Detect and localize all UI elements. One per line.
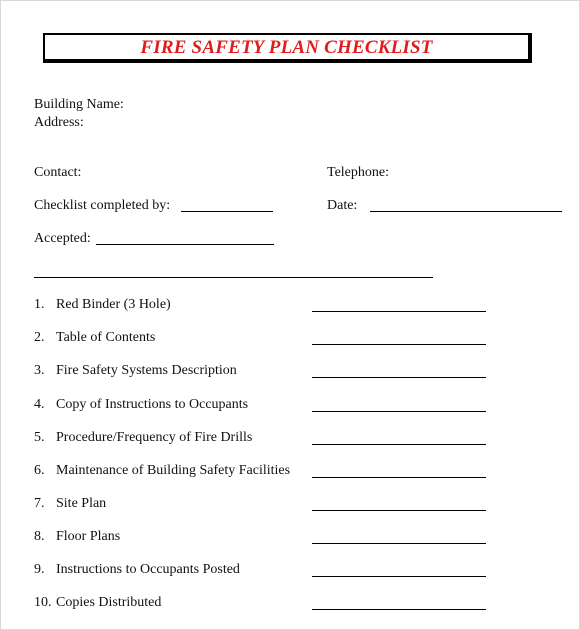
accepted-label: Accepted: [34, 231, 91, 246]
accepted-field[interactable] [96, 244, 274, 245]
building-name-label: Building Name: [34, 97, 124, 112]
document-title: FIRE SAFETY PLAN CHECKLIST [140, 37, 433, 58]
item-number: 1. [34, 297, 45, 312]
item-text: Fire Safety Systems Description [56, 363, 237, 378]
item-text: Copies Distributed [56, 595, 162, 610]
item-check-field[interactable] [312, 311, 486, 312]
item-check-field[interactable] [312, 609, 486, 610]
date-label: Date: [327, 198, 358, 213]
completed-by-field[interactable] [181, 211, 273, 212]
item-text: Procedure/Frequency of Fire Drills [56, 430, 253, 445]
item-check-field[interactable] [312, 576, 486, 577]
item-text: Site Plan [56, 496, 107, 511]
telephone-label: Telephone: [327, 165, 389, 180]
item-text: Floor Plans [56, 529, 121, 544]
item-check-field[interactable] [312, 377, 486, 378]
item-text: Maintenance of Building Safety Facilities [56, 463, 291, 478]
item-text: Copy of Instructions to Occupants [56, 397, 249, 412]
item-text: Red Binder (3 Hole) [56, 297, 171, 312]
item-check-field[interactable] [312, 411, 486, 412]
item-number: 4. [34, 397, 45, 412]
title-box [43, 33, 532, 63]
item-text: Table of Contents [56, 330, 156, 345]
item-check-field[interactable] [312, 444, 486, 445]
item-text: Instructions to Occupants Posted [56, 562, 240, 577]
item-number: 3. [34, 363, 45, 378]
item-check-field[interactable] [312, 510, 486, 511]
address-label: Address: [34, 115, 84, 130]
item-check-field[interactable] [312, 543, 486, 544]
item-number: 8. [34, 529, 45, 544]
section-divider [34, 277, 433, 278]
completed-by-label: Checklist completed by: [34, 198, 171, 213]
date-field[interactable] [370, 211, 562, 212]
item-number: 9. [34, 562, 45, 577]
item-number: 10. [34, 595, 52, 610]
item-number: 2. [34, 330, 45, 345]
item-number: 5. [34, 430, 45, 445]
item-check-field[interactable] [312, 477, 486, 478]
item-number: 6. [34, 463, 45, 478]
item-number: 7. [34, 496, 45, 511]
contact-label: Contact: [34, 165, 82, 180]
item-check-field[interactable] [312, 344, 486, 345]
